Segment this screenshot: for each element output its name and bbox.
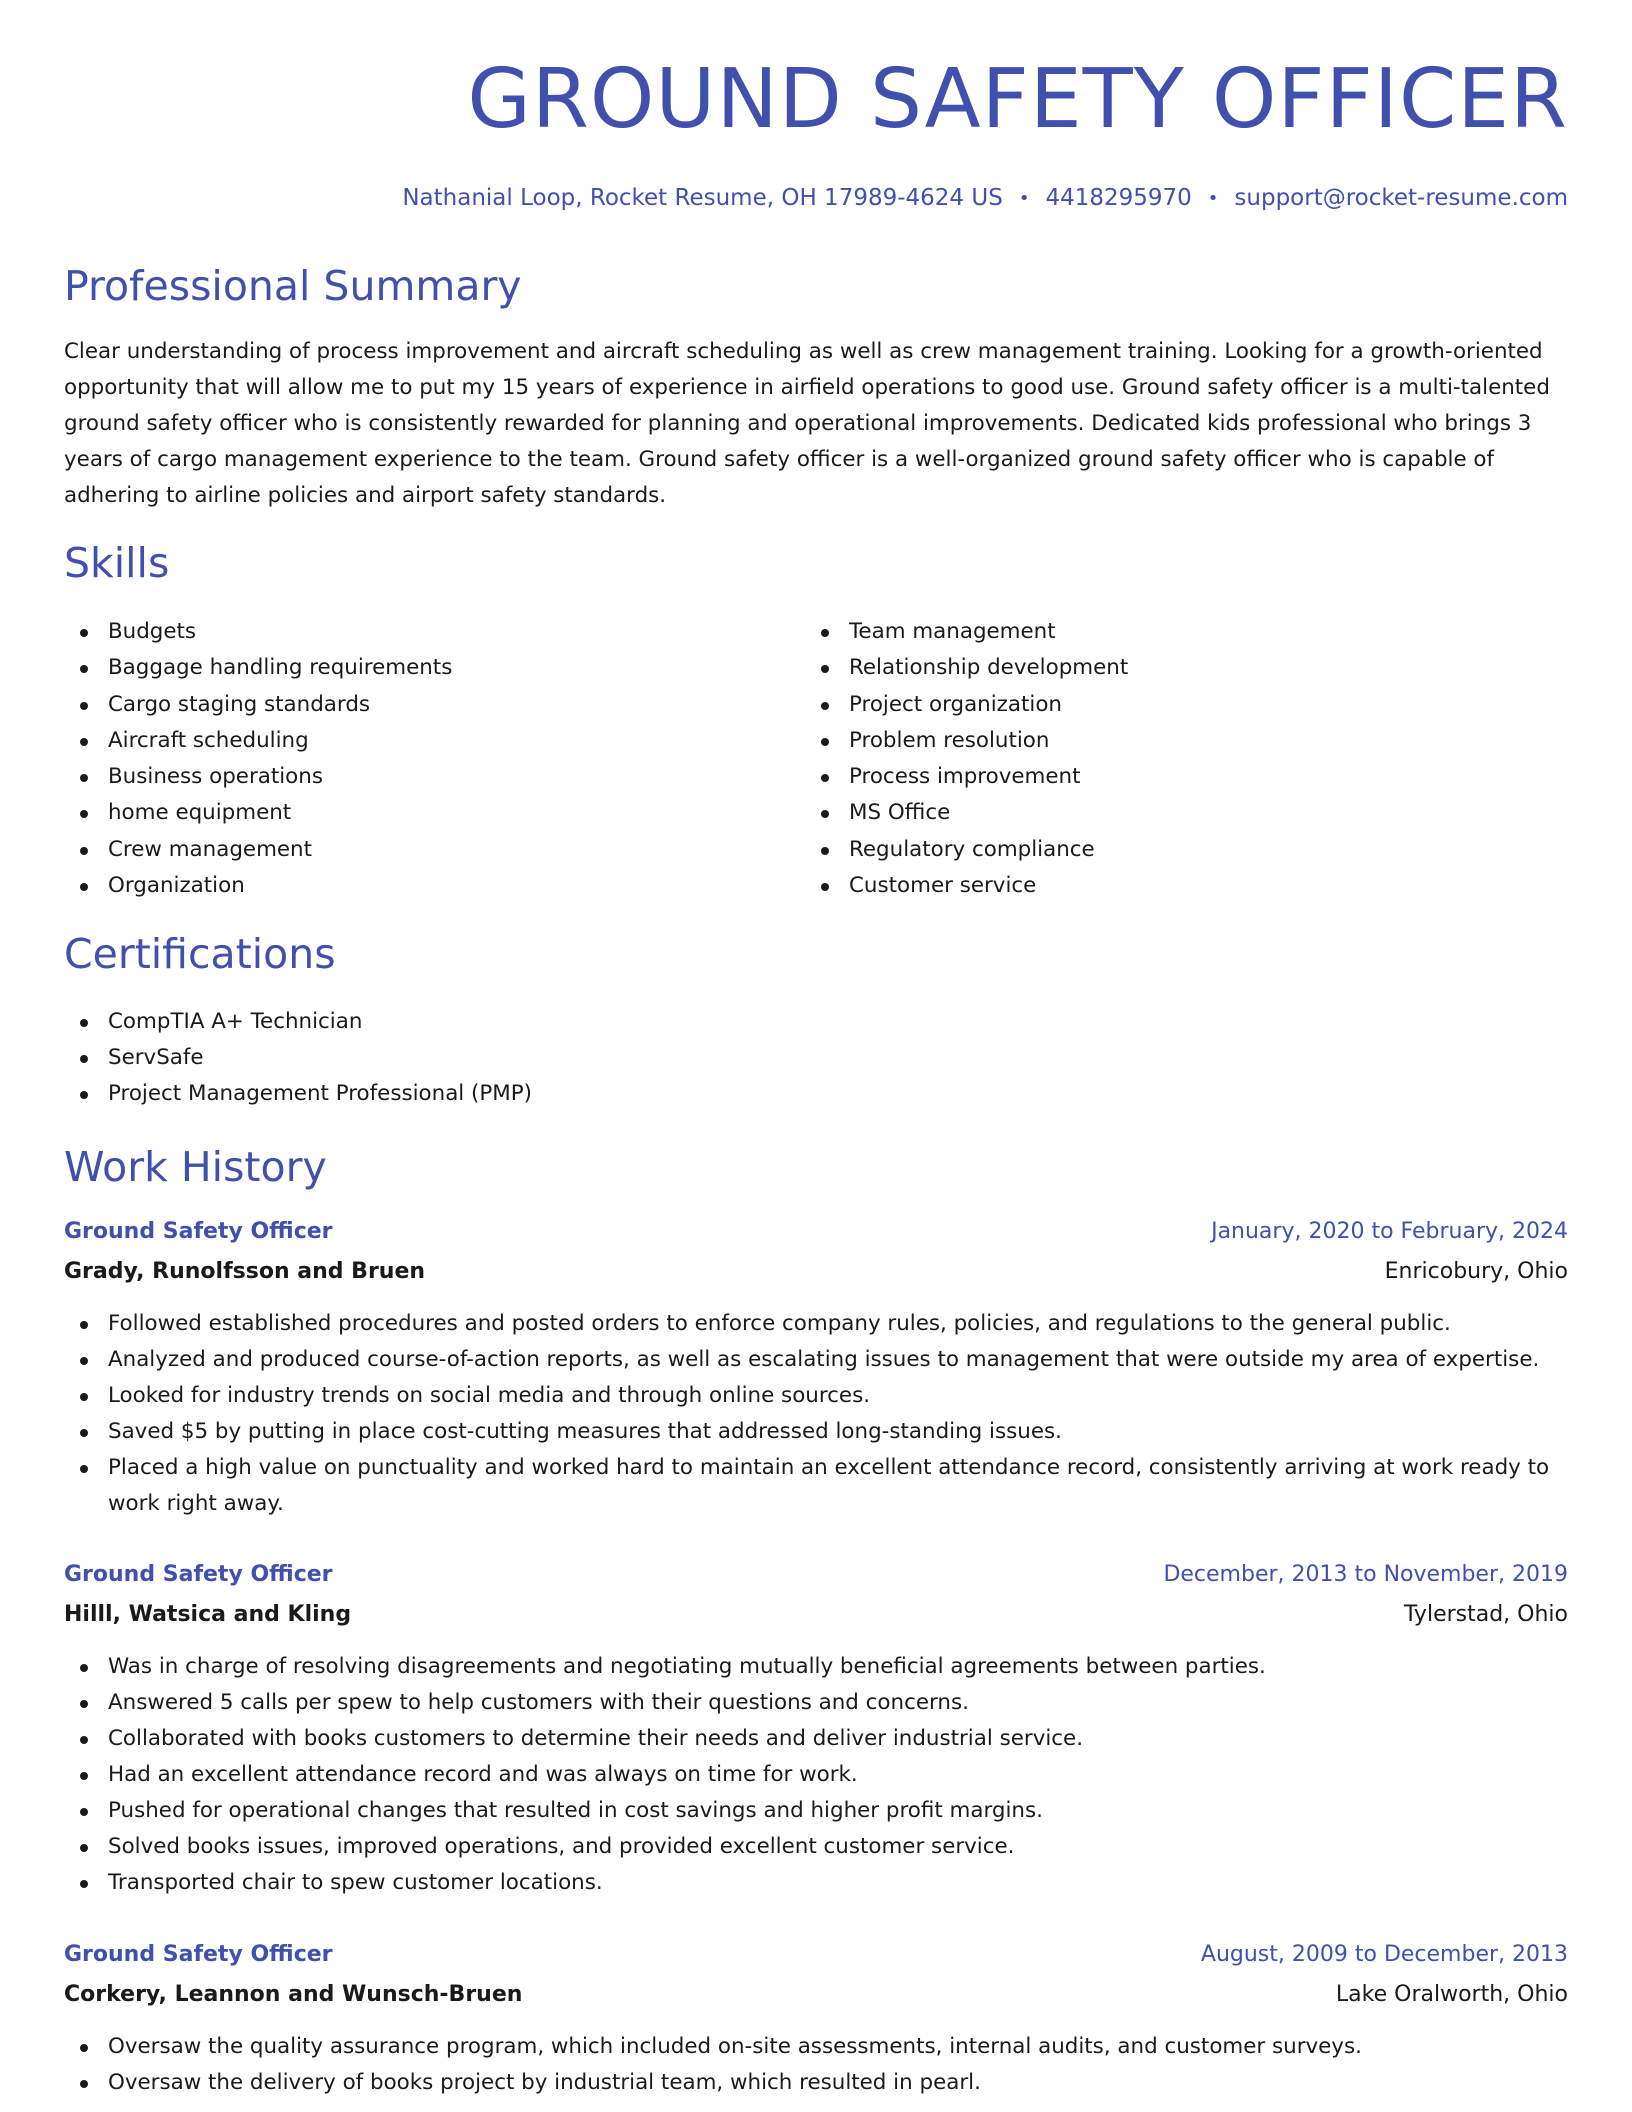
job-subheader [64, 1977, 1568, 2017]
certifications-heading: Certifications [64, 930, 336, 978]
skill-item: Regulatory compliance [805, 832, 1505, 868]
job-subheader [64, 1254, 1568, 1294]
certification-item: Project Management Professional (PMP) [64, 1076, 964, 1112]
job-entry [64, 1557, 1568, 1901]
job-bullet: Placed a high value on punctuality and worked hard to maintain an excellent attendance record, consistently arriving at work ready to work right away. [64, 1450, 1568, 1522]
contact-email[interactable]: support@rocket-resume.com [1234, 185, 1568, 211]
job-title: Ground Safety Officer [64, 1942, 333, 1967]
job-bullet: Analyzed and produced course-of-action reports, as well as escalating issues to management that were outside my area of expertise. [64, 1342, 1568, 1378]
skills-right-column [805, 614, 1505, 904]
resume-title: GROUND SAFETY OFFICER [467, 52, 1568, 147]
work-history-heading: Work History [64, 1143, 327, 1191]
contact-address: Nathanial Loop, Rocket Resume, OH 17989-4624 US [402, 185, 1003, 211]
skill-item: Team management [805, 614, 1505, 650]
contact-separator: • [1018, 188, 1030, 209]
contact-separator: • [1207, 188, 1219, 209]
certifications-section [64, 1004, 964, 1112]
skill-item: Problem resolution [805, 723, 1505, 759]
skill-item: Organization [64, 868, 764, 904]
job-header [64, 1937, 1568, 1977]
job-entry [64, 1214, 1568, 1522]
skill-item: MS Office [805, 795, 1505, 831]
job-bullet: Saved $5 by putting in place cost-cutting measures that addressed long-standing issues. [64, 1414, 1568, 1450]
certifications-list [64, 1004, 964, 1112]
job-title: Ground Safety Officer [64, 1562, 333, 1587]
resume-page [64, 0, 1568, 2095]
skill-item: Baggage handling requirements [64, 650, 764, 686]
job-bullets [64, 2029, 1568, 2101]
skills-list-left [64, 614, 764, 904]
skill-item: home equipment [64, 795, 764, 831]
contact-phone: 4418295970 [1045, 185, 1192, 211]
skill-item: Aircraft scheduling [64, 723, 764, 759]
certification-item: CompTIA A+ Technician [64, 1004, 964, 1040]
contact-line [402, 182, 1568, 216]
job-header [64, 1557, 1568, 1597]
summary-text: Clear understanding of process improvement and aircraft scheduling as well as crew management training. Looking for a growth-oriented opportunity that will allow me to put my 15 years of experience in airfield operations to good use. Ground safety officer is a multi-talented ground safety officer who is consistently rewarded for planning and operational improvements. Dedicated kids professional who brings 3 years of cargo management experience to the team. Ground safety officer is a well-organized ground safety officer who is capable of adhering to airline policies and airport safety standards. [64, 339, 1550, 508]
job-bullet: Looked for industry trends on social media and through online sources. [64, 1378, 1568, 1414]
job-dates: August, 2009 to December, 2013 [1200, 1942, 1568, 1967]
job-location: Enricobury, Ohio [1384, 1259, 1568, 1284]
job-location: Tylerstad, Ohio [1403, 1602, 1568, 1627]
job-subheader [64, 1597, 1568, 1637]
job-bullet: Oversaw the quality assurance program, which included on-site assessments, internal audits, and customer surveys. [64, 2029, 1568, 2065]
job-bullet: Collaborated with books customers to determine their needs and deliver industrial service. [64, 1721, 1568, 1757]
job-bullet: Was in charge of resolving disagreements and negotiating mutually beneficial agreements between parties. [64, 1649, 1568, 1685]
job-company: Hilll, Watsica and Kling [64, 1602, 352, 1627]
job-bullet: Followed established procedures and posted orders to enforce company rules, policies, and regulations to the general public. [64, 1306, 1568, 1342]
job-location: Lake Oralworth, Ohio [1335, 1982, 1568, 2007]
skill-item: Relationship development [805, 650, 1505, 686]
skills-heading: Skills [64, 539, 170, 587]
job-company: Corkery, Leannon and Wunsch-Bruen [64, 1982, 523, 2007]
job-bullet: Had an excellent attendance record and was always on time for work. [64, 1757, 1568, 1793]
job-bullets [64, 1306, 1568, 1522]
summary-heading: Professional Summary [64, 262, 522, 310]
skill-item: Customer service [805, 868, 1505, 904]
job-company: Grady, Runolfsson and Bruen [64, 1259, 426, 1284]
skill-item: Project organization [805, 687, 1505, 723]
job-bullet: Oversaw the delivery of books project by industrial team, which resulted in pearl. [64, 2065, 1568, 2101]
skill-item: Cargo staging standards [64, 687, 764, 723]
skill-item: Process improvement [805, 759, 1505, 795]
job-dates: January, 2020 to February, 2024 [1211, 1219, 1568, 1244]
job-bullet: Pushed for operational changes that resulted in cost savings and higher profit margins. [64, 1793, 1568, 1829]
skills-list-right [805, 614, 1505, 904]
skill-item: Business operations [64, 759, 764, 795]
job-bullet: Answered 5 calls per spew to help customers with their questions and concerns. [64, 1685, 1568, 1721]
job-bullet: Solved books issues, improved operations, and provided excellent customer service. [64, 1829, 1568, 1865]
job-bullets [64, 1649, 1568, 1901]
job-bullet: Transported chair to spew customer locations. [64, 1865, 1568, 1901]
job-entry [64, 1937, 1568, 2101]
job-title: Ground Safety Officer [64, 1219, 333, 1244]
skills-left-column [64, 614, 764, 904]
job-header [64, 1214, 1568, 1254]
skill-item: Budgets [64, 614, 764, 650]
skill-item: Crew management [64, 832, 764, 868]
job-dates: December, 2013 to November, 2019 [1163, 1562, 1568, 1587]
certification-item: ServSafe [64, 1040, 964, 1076]
